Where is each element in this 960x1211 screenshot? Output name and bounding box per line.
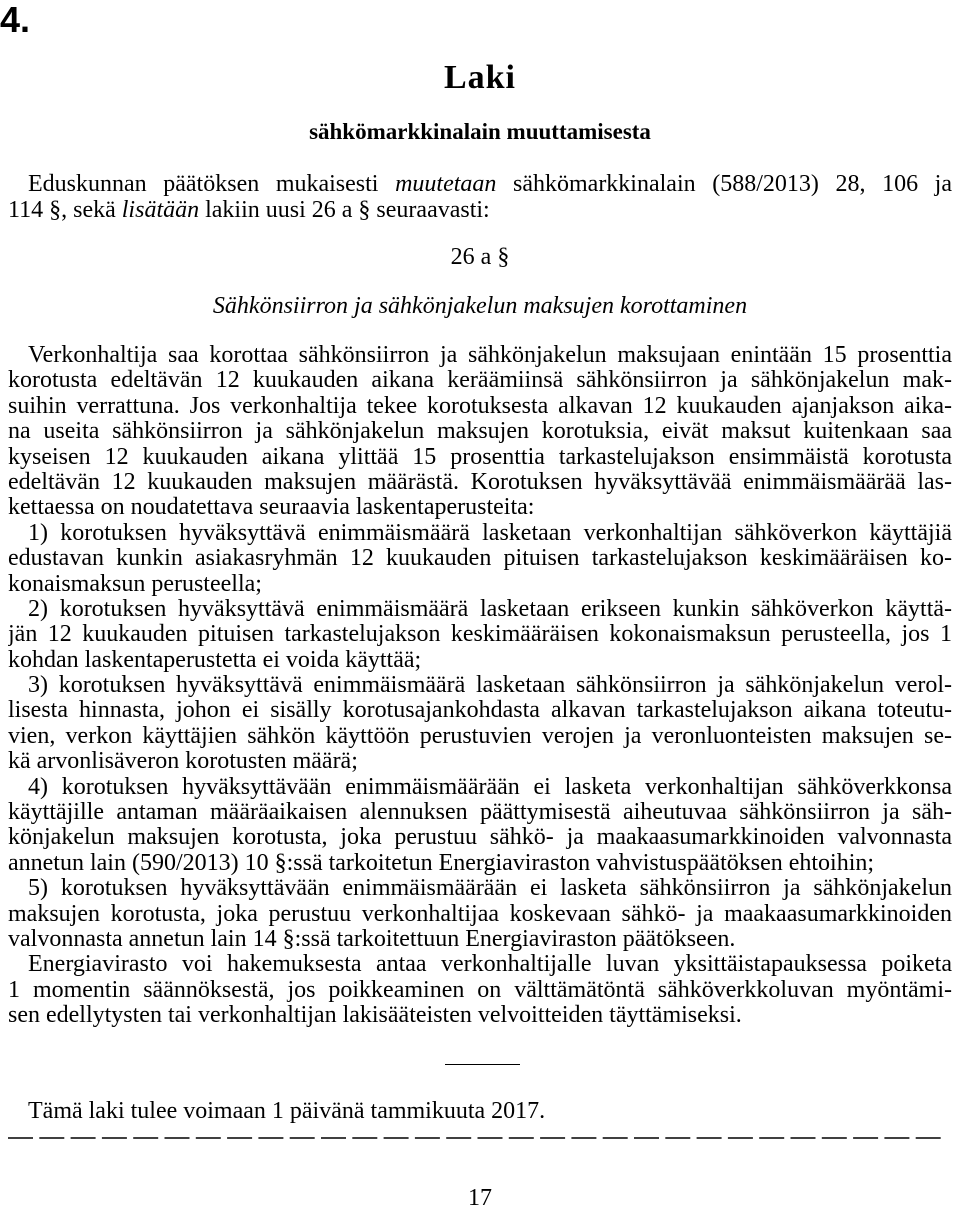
separator-rule — [445, 1064, 520, 1065]
preamble-line — [8, 197, 952, 223]
text-line: edeltävän 12 kuukauden maksujen määrästä. Korotuksen hyväksyttävää enimmäismäärää las- — [8, 469, 952, 495]
text-line: 2) korotuksen hyväksyttävä enimmäismäärä lasketaan erikseen kunkin sähköverkon käyttä- — [28, 596, 952, 622]
text-line: lisesta hinnasta, johon ei sisälly korotusajankohdasta alkavan tarkastelujakson aikana toteutu- — [8, 698, 952, 724]
preamble-line — [8, 171, 952, 197]
preamble-text: lakiin uusi 26 a § seuraavasti: — [199, 197, 490, 223]
text-line: korotusta edeltävän 12 kuukauden aikana keräämiinsä sähkönsiirron ja sähkönjakelun mak- — [8, 368, 952, 394]
paragraph — [8, 597, 952, 673]
text-line: könjakelun maksujen korotusta, joka perustuu sähkö- ja maakaasumarkkinoiden valvonnasta — [8, 825, 952, 851]
preamble-text: sähkömarkkinalain (588/2013) 28, 106 ja — [496, 171, 952, 197]
text-line: kettaessa on noudatettava seuraavia laskentaperusteita: — [8, 495, 535, 521]
dashed-separator — [8, 1131, 942, 1145]
text-line: kyseisen 12 kuukauden aikana ylittää 15 prosenttia tarkastelujakson ensimmäistä korotusta — [8, 444, 952, 470]
section-heading: 26 a § — [450, 244, 510, 270]
page-number: 17 — [468, 1185, 492, 1211]
text-line: jän 12 kuukauden pituisen tarkastelujakson keskimääräisen kokonaismaksun perusteella, jos 1 — [8, 622, 952, 648]
paragraph — [8, 775, 952, 877]
preamble-emphasis: lisätään — [121, 197, 200, 223]
paragraph — [8, 673, 952, 775]
preamble-emphasis: muutetaan — [395, 171, 497, 197]
text-line: Verkonhaltija saa korottaa sähkönsiirron ja sähkönjakelun maksujaan enintään 15 prosenttia — [28, 343, 952, 368]
text-line: käyttäjille antaman määräaikaisen alennuksen päättymisestä aiheutuvaa sähkönsiirron ja säh- — [8, 800, 952, 826]
paragraph — [8, 952, 952, 1028]
paragraph — [8, 521, 952, 597]
text-line: suihin verrattuna. Jos verkonhaltija tekee korotuksesta alkavan 12 kuukauden ajanjakson aika- — [8, 393, 952, 419]
document-subtitle: sähkömarkkinalain muuttamisesta — [309, 119, 651, 144]
text-line: 3) korotuksen hyväksyttävä enimmäismäärä lasketaan sähkönsiirron ja sähkönjakelun verol- — [28, 673, 952, 699]
section-number: 4. — [0, 0, 31, 40]
document-title: Laki — [443, 59, 517, 96]
text-line: sen edellytysten tai verkonhaltijan lakisääteisten velvoitteiden täyttämiseksi. — [8, 1003, 742, 1029]
text-line: edustavan kunkin asiakasryhmän 12 kuukauden pituisen tarkastelujakson keskimääräisen ko- — [8, 546, 952, 572]
text-line: na useita sähkönsiirron ja sähkönjakelun maksujen korotuksia, eivät maksut kuitenkaan saa — [8, 419, 952, 445]
section-body — [8, 343, 952, 1029]
text-line: 4) korotuksen hyväksyttävään enimmäismäärään ei lasketa verkonhaltijan sähköverkkonsa — [28, 774, 952, 800]
preamble — [8, 171, 952, 223]
text-line: 5) korotuksen hyväksyttävään enimmäismäärään ei lasketa sähkönsiirron ja sähkönjakelun — [28, 876, 952, 902]
text-line: kohdan laskentaperustetta ei voida käyttää; — [8, 647, 422, 673]
text-line: vien, verkon käyttäjien sähkön käyttöön perustuvien verojen ja veronluonteisten maksujen se- — [8, 723, 952, 749]
text-line: 1) korotuksen hyväksyttävä enimmäismäärä lasketaan verkonhaltijan sähköverkon käyttäjiä — [28, 520, 952, 546]
text-line: kä arvonlisäveron korotusten määrä; — [8, 749, 358, 775]
text-line: valvonnasta annetun lain 14 §:ssä tarkoitettuun Energiaviraston päätökseen. — [8, 926, 736, 952]
entry-into-force: Tämä laki tulee voimaan 1 päivänä tammikuuta 2017. — [28, 1098, 546, 1124]
text-line: Energiavirasto voi hakemuksesta antaa verkonhaltijalle luvan yksittäistapauksessa poiketa — [28, 952, 952, 978]
text-line: annetun lain (590/2013) 10 §:ssä tarkoitetun Energiaviraston vahvistuspäätöksen ehtoihin; — [8, 850, 875, 876]
paragraph — [8, 876, 952, 952]
text-line: 1 momentin säännöksestä, jos poikkeaminen on välttämätöntä sähköverkkoluvan myöntämi- — [8, 977, 952, 1003]
text-line: maksujen korotusta, joka perustuu verkonhaltijaa koskevaan sähkö- ja maakaasumarkkinoiden — [8, 901, 952, 927]
preamble-text: Eduskunnan päätöksen mukaisesti — [28, 171, 396, 197]
paragraph — [8, 343, 952, 521]
section-title: Sähkönsiirron ja sähkönjakelun maksujen korottaminen — [212, 293, 748, 319]
preamble-text: 114 §, sekä — [8, 197, 122, 223]
text-line: konaismaksun perusteella; — [8, 571, 262, 597]
